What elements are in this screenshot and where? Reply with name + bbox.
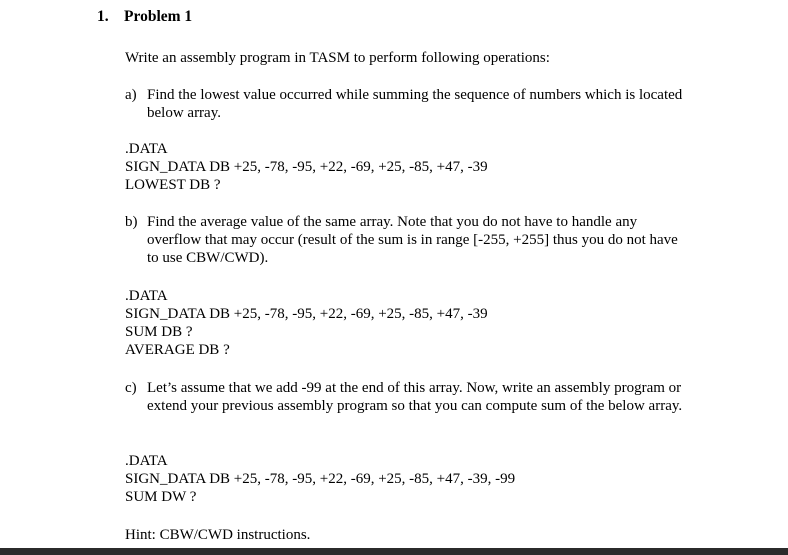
part-c-text: Let’s assume that we add -99 at the end of this array. Now, write an assembly program or extend your previous assembly program so that you can compute sum of the below array. xyxy=(147,380,683,414)
intro-text: Write an assembly program in TASM to perform following operations: xyxy=(125,50,550,66)
part-b xyxy=(125,213,685,267)
problem-title: Problem 1 xyxy=(124,8,193,25)
part-a-marker: a) xyxy=(125,87,137,103)
code-line: LOWEST DB ? xyxy=(125,177,221,193)
hint-text: Hint: CBW/CWD instructions. xyxy=(125,527,311,543)
part-b-text: Find the average value of the same array. Note that you do not have to handle any overflow that may occur (result of the sum is in range [-255, +255] thus you do not have to use CBW/CWD). xyxy=(147,214,678,266)
part-c-code xyxy=(125,452,515,506)
part-b-marker: b) xyxy=(125,214,138,230)
part-a xyxy=(125,86,685,122)
code-line: SIGN_DATA DB +25, -78, -95, +22, -69, +25, -85, +47, -39, -99 xyxy=(125,471,516,487)
problem-heading xyxy=(97,8,192,26)
code-line: AVERAGE DB ? xyxy=(125,342,230,358)
code-line: .DATA xyxy=(125,141,168,157)
code-line: .DATA xyxy=(125,288,168,304)
code-line: SIGN_DATA DB +25, -78, -95, +22, -69, +25, -85, +47, -39 xyxy=(125,306,488,322)
bottom-scrollbar-strip xyxy=(0,548,788,555)
part-a-code xyxy=(125,140,488,194)
code-line: SUM DW ? xyxy=(125,489,197,505)
code-line: .DATA xyxy=(125,453,168,469)
part-c xyxy=(125,379,685,433)
part-c-marker: c) xyxy=(125,380,137,396)
code-line: SUM DB ? xyxy=(125,324,193,340)
part-b-code xyxy=(125,287,488,359)
code-line: SIGN_DATA DB +25, -78, -95, +22, -69, +25, -85, +47, -39 xyxy=(125,159,488,175)
problem-number: 1. xyxy=(97,8,109,25)
part-a-text: Find the lowest value occurred while summing the sequence of numbers which is located below array. xyxy=(147,87,683,121)
